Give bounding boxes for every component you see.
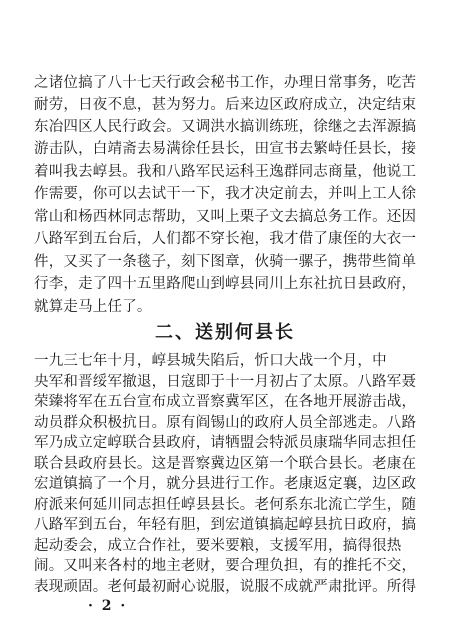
- section-heading: 二、送别何县长: [155, 322, 295, 343]
- body-text-line: 游击队，白靖斋去易满徐任县长，田宣书去繁峙任县长，接: [34, 141, 417, 157]
- body-text-line: 荣臻将军在五台宣布成立晋察冀军区，在各地开展游击战，: [34, 394, 417, 410]
- body-text-line: 央军和晋绥军撤退，日寇即于十一月初占了太原。八路军聂: [34, 373, 417, 390]
- body-text-line: 常山和杨西林同志帮助，又叫上栗子文去搞总务工作。还因: [34, 209, 417, 225]
- body-text-line: 行李，走了四十五里路爬山到崞县同川上东社抗日县政府，: [34, 276, 417, 292]
- body-text-line: 八路军到五台后，人们都不穿长袍，我才借了康侄的大衣一: [34, 231, 417, 247]
- body-text-line: 着叫我去崞县。我和八路军民运科王逸群同志商量，他说工: [34, 164, 417, 180]
- body-text-line: 起动委会，成立合作社，要米要粮，支援军用，搞得很热: [34, 537, 402, 554]
- page-number: · 2 ·: [88, 598, 128, 614]
- body-text-line: 表现顽固。老何最初耐心说服，说服不成就严肃批评。所得: [34, 578, 417, 595]
- body-text-line: 府派来何延川同志担任崞县县长。老何系东北流亡学生，随: [34, 496, 417, 513]
- body-text-line: 军乃成立定崞联合县政府，请牺盟会特派员康瑞华同志担任: [34, 435, 417, 451]
- body-text-line: 联合县政府县长。这是晋察冀边区第一个联合县长。老康在: [34, 455, 417, 472]
- body-text-line: 八路军到五台，年轻有胆，到宏道镇搞起崞县抗日政府，搞: [34, 517, 417, 533]
- body-text-line: 作需要，你可以去试干一下，我才决定前去，并叫上工人徐: [34, 186, 417, 202]
- body-text-line: 宏道镇搞了一个月，就分县进行工作。老康返定襄，边区政: [34, 476, 417, 492]
- body-text-line: 一九三七年十月，崞县城失陷后，忻口大战一个月，中: [34, 353, 387, 369]
- body-text-line: 件，又买了一条毯子，刻下图章，伙骑一骡子，携带些简单: [34, 254, 417, 270]
- body-text-line: 东冶四区人民行政会。又调洪水搞训练班，徐继之去浑源搞: [34, 119, 417, 135]
- body-text-line: 动员群众积极抗日。原有阎锡山的政府人员全部逃走。八路: [34, 414, 417, 431]
- body-text-line: 之诸位搞了八十七天行政会秘书工作，办理日常事务，吃苦: [34, 75, 417, 91]
- body-text-line: 闹。又叫来各村的地主老财，要合理负担，有的推托不交，: [34, 558, 417, 574]
- body-text-line: 耐劳，日夜不息，甚为努力。后来边区政府成立，决定结束: [34, 97, 417, 113]
- body-text-line: 就算走马上任了。: [34, 299, 152, 315]
